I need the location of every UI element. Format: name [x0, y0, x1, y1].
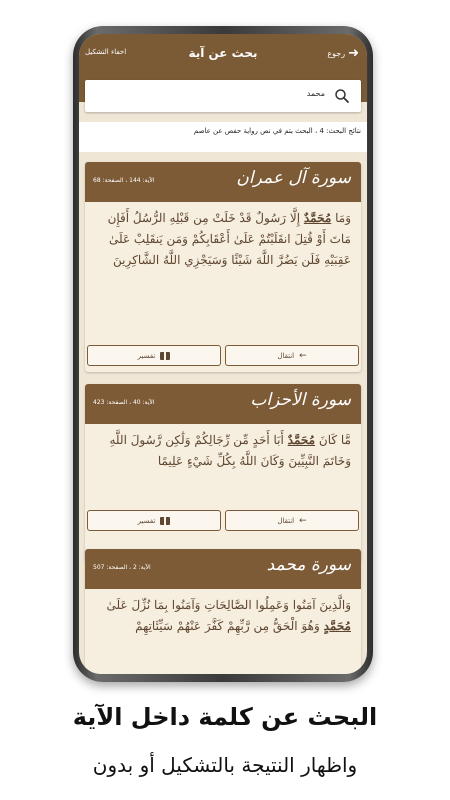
- highlighted-word: مُحَمَّدٌ: [303, 211, 332, 225]
- book-icon: [160, 517, 170, 525]
- verse-text-after: وَهُوَ الْحَقُّ مِن رَّبِّهِمْ كَفَّرَ عَنْهُمْ سَيِّئَاتِهِمْ: [135, 619, 324, 633]
- sura-name: سورة آل عمران: [236, 168, 351, 188]
- card-header: [85, 549, 361, 589]
- highlighted-word: مُحَمَّدٍ: [323, 619, 351, 633]
- verse-text: [95, 430, 351, 472]
- promo-caption-title: البحث عن كلمة داخل الآية: [72, 703, 378, 731]
- phone-frame: [73, 26, 373, 682]
- move-button[interactable]: [225, 510, 359, 531]
- search-icon[interactable]: [333, 87, 351, 105]
- search-box[interactable]: [85, 80, 361, 112]
- card-header: [85, 384, 361, 424]
- result-card: [85, 162, 361, 372]
- verse-text-before: وَمَا: [331, 211, 351, 225]
- search-input[interactable]: محمد: [306, 89, 325, 98]
- result-card: [85, 549, 361, 674]
- verse-text: [95, 595, 351, 637]
- results-count-text: نتائج البحث: 4 ، البحث يتم في نص رواية حفص عن عاصم: [193, 127, 361, 135]
- arrow-left-icon: ←: [299, 515, 307, 526]
- move-button[interactable]: [225, 345, 359, 366]
- ayah-meta: الآية: 2 ، الصفحة: 507: [93, 564, 151, 571]
- card-header: [85, 162, 361, 202]
- tafsir-button[interactable]: [87, 345, 221, 366]
- verse-text-before: مَّا كَانَ: [315, 433, 351, 447]
- sura-name: سورة الأحزاب: [250, 390, 351, 410]
- back-button[interactable]: [327, 46, 359, 61]
- ayah-meta: الآية: 40 ، الصفحة: 423: [93, 399, 155, 406]
- results-bar: [79, 122, 367, 152]
- move-label: انتقال: [277, 351, 295, 360]
- promo-caption-subtitle: واظهار النتيجة بالتشكيل أو بدون: [92, 753, 358, 777]
- highlighted-word: مُحَمَّدٌ: [287, 433, 316, 447]
- hide-tashkeel-button[interactable]: اخفاء التشكيل: [85, 48, 127, 56]
- tafsir-label: تفسير: [137, 516, 156, 525]
- tafsir-button[interactable]: [87, 510, 221, 531]
- arrow-right-icon: ➜: [348, 46, 359, 61]
- sura-name: سورة محمد: [266, 555, 351, 575]
- back-label: رجوع: [327, 49, 346, 58]
- tafsir-label: تفسير: [137, 351, 156, 360]
- app-screen: [79, 34, 367, 674]
- move-label: انتقال: [277, 516, 295, 525]
- book-icon: [160, 352, 170, 360]
- verse-text-after: إِلَّا رَسُولٌ قَدْ خَلَتْ مِن قَبْلِهِ الرُّسُلُ أَفَإِن مَاتَ أَوْ قُتِلَ انقَلَبْتُمْ عَلَىٰ أَعْقَابِكُمْ وَمَن يَنقَلِبْ عَلَىٰ عَقِبَيْهِ فَلَن يَضُرَّ اللَّهَ شَيْئًا وَسَيَجْزِي اللَّهُ الشَّاكِرِينَ: [107, 211, 351, 267]
- verse-text-before: وَالَّذِينَ آمَنُوا وَعَمِلُوا الصَّالِحَاتِ وَآمَنُوا بِمَا نُزِّلَ عَلَىٰ: [106, 598, 351, 612]
- verse-text: [95, 208, 351, 271]
- ayah-meta: الآية: 144 ، الصفحة: 68: [93, 177, 155, 184]
- arrow-left-icon: ←: [299, 350, 307, 361]
- page-title: بحث عن آية: [188, 46, 258, 60]
- result-card: [85, 384, 361, 562]
- verse-text-after: أَبَا أَحَدٍ مِّن رِّجَالِكُمْ وَلَٰكِن رَّسُولَ اللَّهِ وَخَاتَمَ النَّبِيِّينَ وَكَانَ اللَّهُ بِكُلِّ شَيْءٍ عَلِيمًا: [109, 433, 351, 468]
